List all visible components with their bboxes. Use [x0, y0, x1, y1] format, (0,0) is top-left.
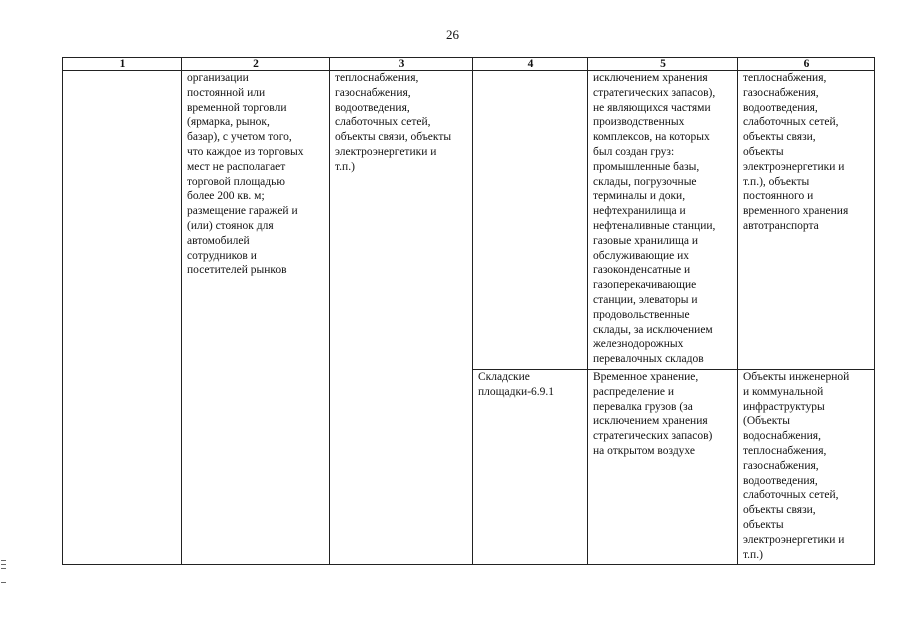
- table-row: [63, 71, 875, 370]
- table-cell-col5: [588, 370, 738, 565]
- table-header-row: [63, 58, 875, 71]
- cell-text: исключением хранения стратегических запасов), не являющихся частями производственных комплексов, на которых был создан груз: промышленные базы, склады, погрузочные терминалы и доки, нефтехранилища и нефтеналивные станции, газовые хранилища и обслуживающие их газоконденсатные и газоперекачивающие станции, элеваторы и продовольственные склады, за исключением железнодорожных перевалочных складов: [593, 72, 716, 366]
- table-cell-col3: [330, 71, 473, 565]
- page-number: 26: [446, 27, 459, 42]
- cell-text: Объекты инженерной и коммунальной инфраструктуры (Объекты водоснабжения, теплоснабжения, газоснабжения, водоотведения, слаботочных сетей, объекты связи, объекты электроэнергетики и т.п.): [743, 371, 850, 561]
- cell-text: организации постоянной или временной торговли (ярмарка, рынок, базар), с учетом того, что каждое из торговых мест не располагает торговой площадью более 200 кв. м; размещение гаражей и (или) стоянок для автомобилей сотрудников и посетителей рынков: [187, 72, 304, 277]
- cell-text: Временное хранение, распределение и перевалка грузов (за исключением хранения стратегических запасов) на открытом воздухе: [593, 371, 713, 457]
- table-cell-col6: [738, 71, 875, 370]
- table-cell-col4: [473, 370, 588, 565]
- cell-text: Складские площадки-6.9.1: [478, 371, 555, 398]
- scan-margin-mark: [1, 582, 6, 583]
- column-header-3: 3: [330, 58, 473, 71]
- scan-margin-mark: [1, 568, 6, 569]
- column-header-2: 2: [182, 58, 330, 71]
- table-cell-col4: [473, 71, 588, 370]
- cell-text: теплоснабжения, газоснабжения, водоотведения, слаботочных сетей, объекты связи, объекты электроэнергетики и т.п.), объекты постоянного и временного хранения автотранспорта: [743, 72, 849, 232]
- table-cell-col6: [738, 370, 875, 565]
- column-header-4: 4: [473, 58, 588, 71]
- column-header-1: 1: [63, 58, 182, 71]
- table-cell-col5: [588, 71, 738, 370]
- column-header-6: 6: [738, 58, 875, 71]
- column-header-5: 5: [588, 58, 738, 71]
- zoning-table: [62, 57, 875, 565]
- cell-text: теплоснабжения, газоснабжения, водоотведения, слаботочных сетей, объекты связи, объекты электроэнергетики и т.п.): [335, 72, 452, 173]
- scan-margin-mark: [1, 560, 6, 561]
- table-cell-col1: [63, 71, 182, 565]
- scan-margin-mark: [1, 564, 6, 565]
- table-cell-col2: [182, 71, 330, 565]
